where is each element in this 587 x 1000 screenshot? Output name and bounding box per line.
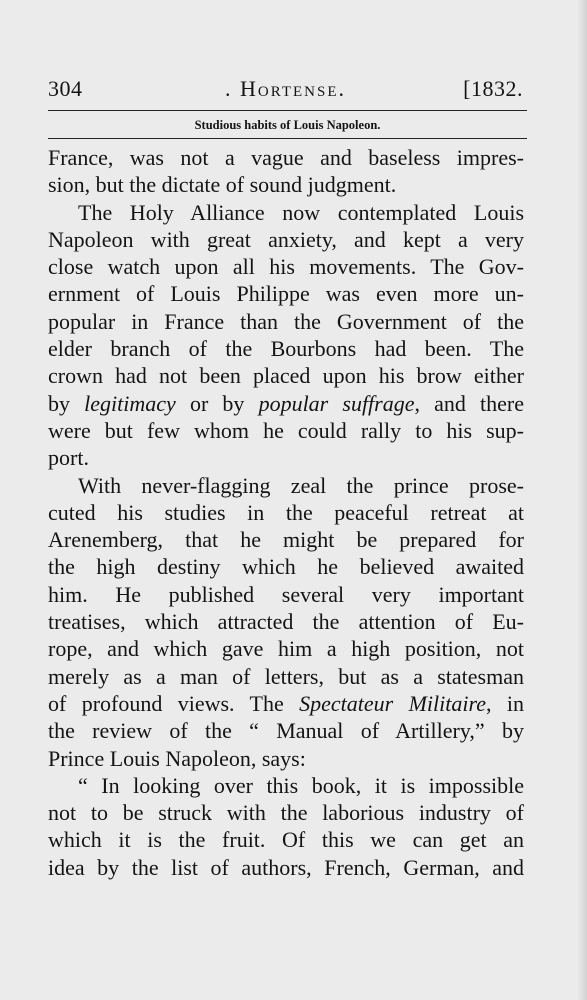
text-line: merely as a man of letters, but as a statesman [48,663,524,689]
text-line: the high destiny which he believed awaited [48,554,524,580]
page-header [48,74,523,104]
text-line: elder branch of the Bourbons had been. The [48,336,524,362]
text-line: France, was not a vague and baseless impres- [48,145,524,170]
text-line: Prince Louis Napoleon, says: [48,745,306,771]
header-rule-bottom [48,138,527,139]
italic-text: popular suffrage [258,390,415,416]
section-subtitle: Studious habits of Louis Napoleon. [194,118,381,132]
text-run: , and there [414,390,525,416]
page-number: 304 [48,76,83,101]
text-line: close watch upon all his movements. The Gov- [48,254,524,280]
text-line: which it is the fruit. Of this we can get an [48,827,524,853]
text-line: port. [48,445,89,471]
text-line: crown had not been placed upon his brow either [48,363,524,389]
text-line: Napoleon with great anxiety, and kept a very [48,226,524,252]
text-run: or by [175,390,259,416]
header-rule-top [48,110,527,111]
italic-text: legitimacy [84,390,176,416]
text-line: Arenemberg, that he might be prepared for [48,527,524,553]
header-year: [1832. [463,76,523,101]
text-line: were but few whom he could rally to his sup- [48,417,524,443]
text-line: ernment of Louis Philippe was even more un- [48,281,524,307]
text-line: the review of the “ Manual of Artillery,” by [48,718,524,744]
running-title: . Hortense. [225,76,346,101]
text-run: , in [485,690,524,716]
text-line: “ In looking over this book, it is impossible [78,772,524,798]
text-line: sion, but the dictate of sound judgment. [48,172,397,198]
text-run: by [48,390,85,416]
text-line: The Holy Alliance now contemplated Louis [78,199,524,225]
text-line: cuted his studies in the peaceful retreat at [48,499,524,525]
text-line: rope, and which gave him a high position, not [48,636,524,662]
text-line: not to be struck with the laborious industry of [48,800,524,826]
page-edge-shadow [577,0,587,1000]
text-line: him. He published several very important [48,581,524,607]
text-line [48,390,524,417]
text-line: treatises, which attracted the attention of Eu- [48,609,524,635]
body-text [48,144,524,881]
text-line: popular in France than the Government of the [48,308,524,334]
text-line: With never-flagging zeal the prince prose- [78,472,524,498]
text-line: idea by the list of authors, French, German, and [48,854,524,880]
italic-text: Spectateur Militaire [299,690,486,716]
text-line [48,690,524,717]
text-run: of profound views. The [48,690,300,716]
